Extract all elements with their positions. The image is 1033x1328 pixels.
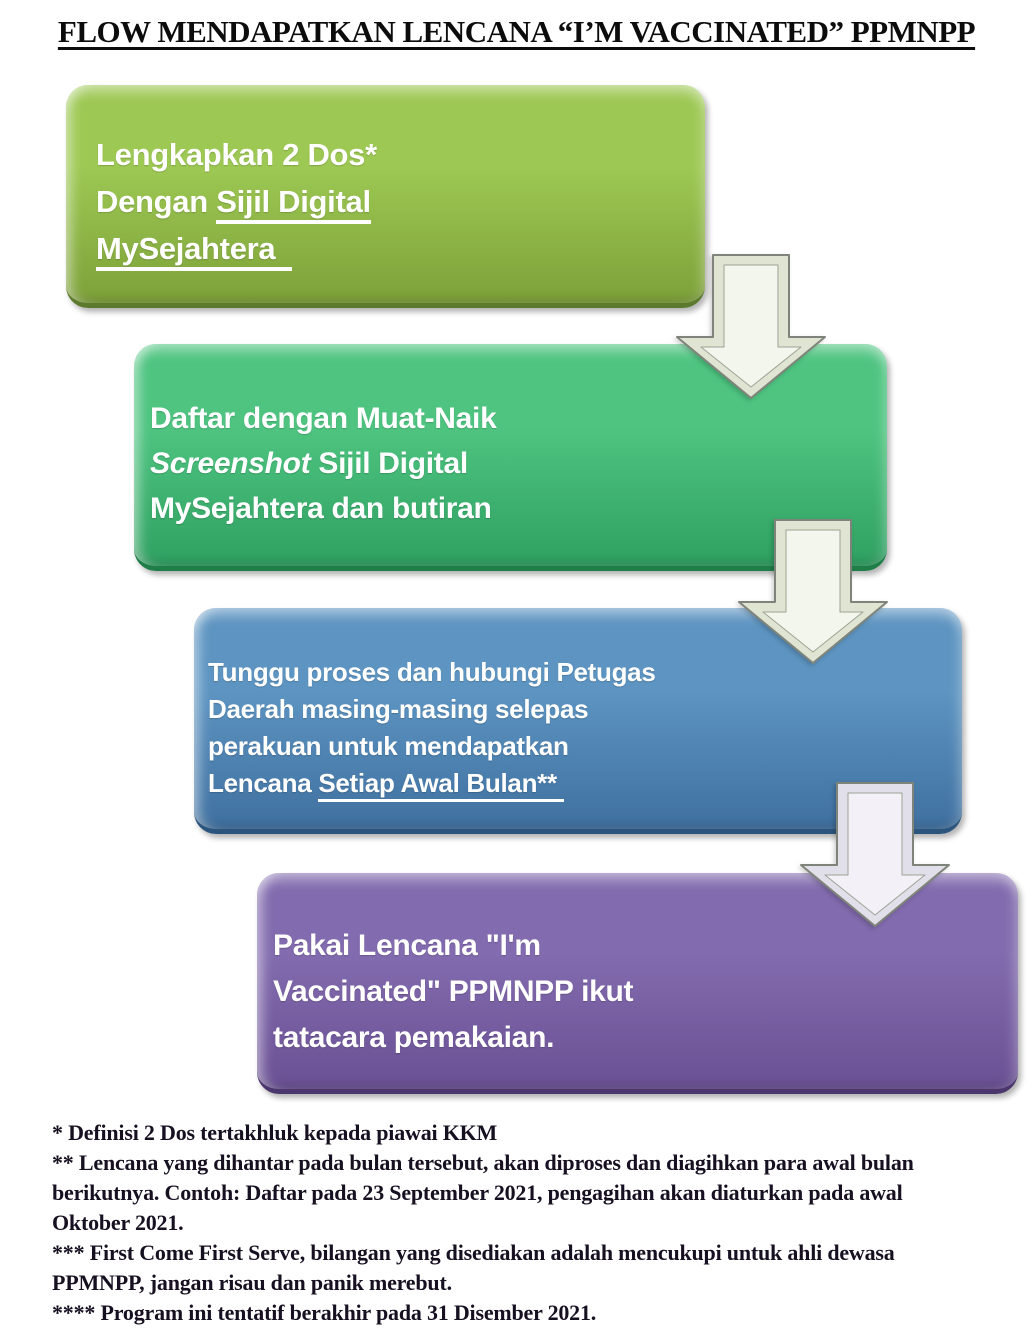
down-arrow-icon — [674, 253, 828, 401]
flow-step-line: MySejahtera dan butiran — [150, 492, 492, 525]
flow-step-text — [66, 85, 705, 272]
flow-step-line: perakuan untuk mendapatkan — [208, 731, 569, 761]
footnotes — [52, 1118, 1012, 1328]
down-arrow-icon — [736, 518, 890, 666]
footnote: **** Program ini tentatif berakhir pada 31 Disember 2021. — [52, 1300, 597, 1325]
down-arrow-icon — [798, 781, 952, 929]
flow-step-line: Daerah masing-masing selepas — [208, 694, 589, 724]
flow-step-line: MySejahtera — [96, 225, 677, 272]
flow-step-line: Tunggu proses dan hubungi Petugas — [208, 657, 656, 687]
footnote: *** First Come First Serve, bilangan yang disediakan adalah mencukupi untuk ahli dewasa PPMNPP, jangan risau dan panik merebut. — [52, 1240, 895, 1295]
flow-step-line: Pakai Lencana "I'm — [273, 929, 541, 962]
flow-step-line: Lengkapkan 2 Dos* — [96, 137, 377, 172]
flow-step-line: tatacara pemakaian. — [273, 1021, 555, 1054]
flow-step-line: Dengan Sijil Digital — [96, 178, 677, 225]
flow-step-line: Screenshot Sijil Digital — [150, 447, 468, 480]
page-title: FLOW MENDAPATKAN LENCANA “I’M VACCINATED” PPMNPP — [57, 14, 976, 49]
footnote: ** Lencana yang dihantar pada bulan tersebut, akan diproses dan diagihkan para awal bulan berikutnya. Contoh: Daftar pada 23 September 2021, pengagihan akan diaturkan pada awal Oktober 2021. — [52, 1150, 914, 1235]
flow-step-line: Daftar dengan Muat-Naik — [150, 402, 497, 435]
flow-step-line: Vaccinated" PPMNPP ikut — [273, 975, 634, 1008]
flow-step-line: Lencana Setiap Awal Bulan** — [208, 765, 944, 802]
footnote: * Definisi 2 Dos tertakhluk kepada piawai KKM — [52, 1120, 498, 1145]
flow-step-lengkapkan-dos — [66, 85, 705, 308]
